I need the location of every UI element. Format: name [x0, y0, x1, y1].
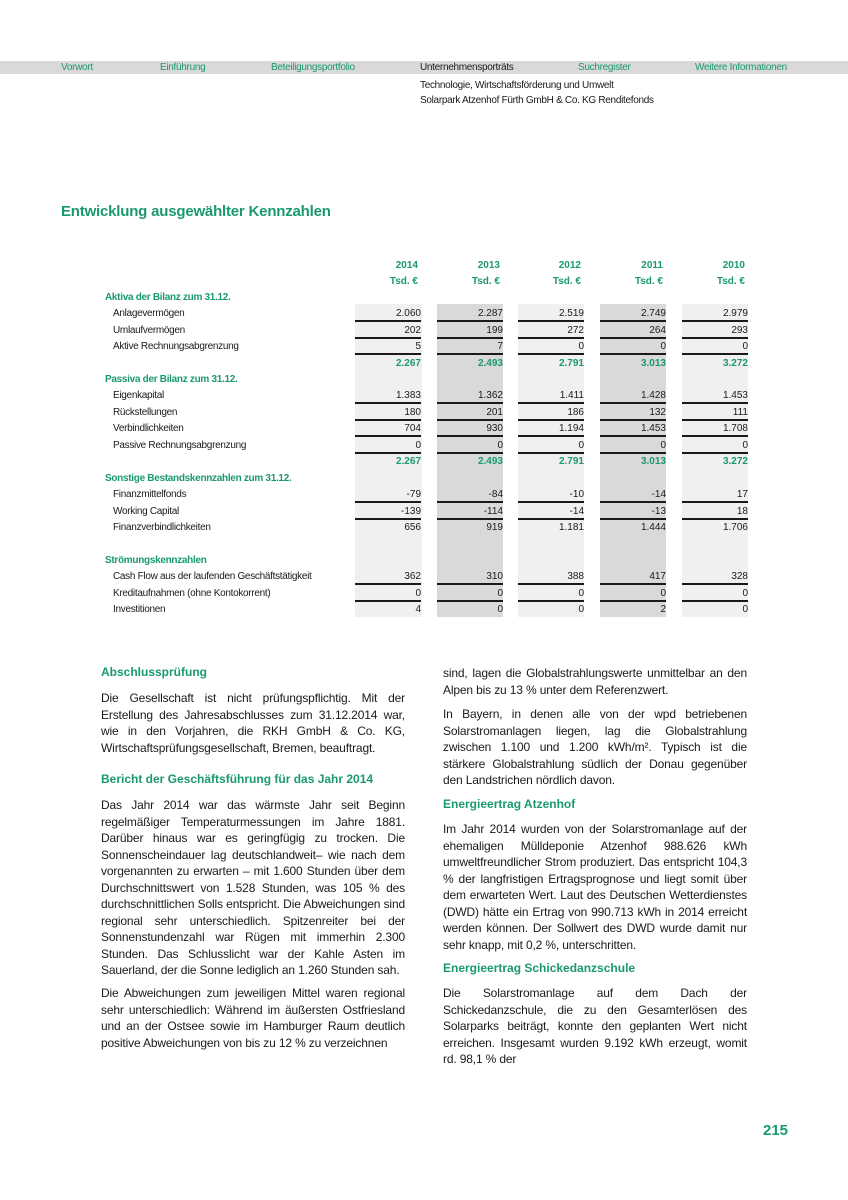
table-cell: 0: [682, 586, 748, 602]
row-label: Cash Flow aus der laufenden Geschäftstätigkeit: [113, 571, 312, 582]
year-header: 2014: [395, 260, 418, 271]
nav-item-einfuehrung[interactable]: Einführung: [160, 62, 206, 73]
breadcrumb-company: Solarpark Atzenhof Fürth GmbH & Co. KG Renditefonds: [420, 95, 654, 106]
row-label: Finanzmittelfonds: [113, 489, 187, 500]
row-label: Finanzverbindlichkeiten: [113, 522, 211, 533]
table-cell: -14: [600, 487, 666, 503]
year-header: 2013: [477, 260, 500, 271]
table-cell: 17: [682, 487, 748, 503]
year-header: 2012: [558, 260, 581, 271]
table-cell: -84: [437, 487, 503, 503]
nav-item-suchregister[interactable]: Suchregister: [578, 62, 631, 73]
table-cell: 2.979: [682, 306, 748, 322]
paragraph-bericht-2: Die Abweichungen zum jeweiligen Mittel waren regional sehr unterschiedlich: Während im äußersten Ostfriesland und an der Ostsee sowie im Hamburger Raum deutlich positive Abweichungen von bis zu 12 % zu verzeichnen: [101, 986, 405, 1050]
row-label: Investitionen: [113, 604, 166, 615]
table-cell: 1.383: [355, 388, 421, 404]
table-cell: 0: [578, 604, 584, 615]
row-label: Working Capital: [113, 505, 179, 517]
table-cell: 2.749: [600, 306, 666, 322]
breadcrumb-category: Technologie, Wirtschaftsförderung und Umwelt: [420, 80, 614, 91]
table-cell: 264: [600, 323, 666, 339]
table-cell: 388: [518, 569, 584, 585]
table-cell: 0: [682, 339, 748, 355]
section-title: Passiva der Bilanz zum 31.12.: [105, 374, 238, 385]
nav-item-weitere-informationen[interactable]: Weitere Informationen: [695, 62, 787, 73]
nav-item-beteiligungsportfolio[interactable]: Beteiligungsportfolio: [271, 62, 355, 73]
table-cell: 328: [682, 569, 748, 585]
table-cell: -10: [518, 487, 584, 503]
total-cell: 3.013: [640, 357, 666, 369]
table-cell: 0: [518, 339, 584, 355]
paragraph-energieertrag-atzenhof: Im Jahr 2014 wurden von der Solarstromanlage auf der ehemaligen Mülldeponie Atzenhof 988.626 kWh umweltfreundlicher Strom produziert. Das entspricht 104,3 % der langfristigen Ertragsprognose und liegt somit über dem erwarteten Wert. Laut des Deutschen Wetterdienstes (DWD) hätte ein Ertrag von 990.713 kWh in 2014 erreicht werden können. Der Sollwert des DWD wurde damit nur sehr knapp, mit 0,2 %, unterschritten.: [443, 822, 747, 952]
table-cell: 1.411: [518, 388, 584, 404]
row-label: Eigenkapital: [113, 390, 164, 401]
row-label: Aktive Rechnungsabgrenzung: [113, 341, 239, 352]
table-cell: 1.453: [600, 421, 666, 437]
table-cell: 201: [437, 405, 503, 421]
heading-bericht: Bericht der Geschäftsführung für das Jahr 2014: [101, 772, 374, 786]
row-label: Verbindlichkeiten: [113, 423, 184, 434]
heading-abschlusspruefung: Abschlussprüfung: [101, 665, 208, 679]
table-cell: 704: [355, 421, 421, 437]
table-cell: 111: [682, 405, 748, 421]
table-cell: 1.444: [640, 522, 666, 533]
table-cell: -14: [518, 504, 584, 520]
row-label: Umlaufvermögen: [113, 324, 185, 336]
table-cell: 1.194: [518, 421, 584, 437]
row-label: Passive Rechnungsabgrenzung: [113, 439, 247, 451]
unit-header: Tsd. €: [634, 276, 663, 287]
section-title: Strömungskennzahlen: [105, 555, 207, 566]
table-cell: 0: [355, 438, 421, 454]
table-cell: 199: [437, 323, 503, 339]
table-cell: 919: [486, 522, 503, 533]
table-cell: 186: [518, 405, 584, 421]
row-label: Anlagevermögen: [113, 308, 185, 319]
paragraph-bericht-1: Das Jahr 2014 war das wärmste Jahr seit Beginn regelmäßiger Temperaturmessungen im Jahre 1881. Darüber hinaus war es geringfügig zu trocken. Die Sonnenscheindauer lag deutschlandweit– wie nach dem vorgenannten zu erwarten – mit 1.600 Stunden über dem Durchschnittswert von 1.528 Stunden, was 105 % des durchschnittlichen Solls entspricht. Die Abweichungen sind regional sehr unterschiedlich. Spitzenreiter bei der Sonnenstundenzahl war Rügen mit immerhin 2.300 Stunden. Das Schlusslicht war der Kahle Asten im Sauerland, der die Sonne lediglich an 1.260 Stunden sah.: [101, 798, 405, 977]
table-cell: 0: [497, 604, 503, 615]
table-cell: 656: [404, 522, 421, 533]
table-cell: 0: [518, 438, 584, 454]
total-cell: 3.272: [722, 456, 748, 467]
table-cell: 2.060: [355, 306, 421, 322]
table-cell: 0: [518, 586, 584, 602]
table-cell: 272: [518, 323, 584, 339]
row-label: Rückstellungen: [113, 406, 178, 418]
nav-item-unternehmensportraets[interactable]: Unternehmensporträts: [420, 62, 514, 73]
paragraph-abschlusspruefung: Die Gesellschaft ist nicht prüfungspflichtig. Mit der Erstellung des Jahresabschlusses zum 31.12.2014 war, wie in den Vorjahren, die RKH GmbH & Co. KG, Wirtschaftsprüfungsgesellschaft, Bremen, beauftragt.: [101, 691, 405, 755]
heading-energieertrag-atzenhof: Energieertrag Atzenhof: [443, 797, 576, 811]
table-cell: -79: [355, 487, 421, 503]
section-title: Sonstige Bestandskennzahlen zum 31.12.: [105, 473, 292, 484]
table-cell: 7: [437, 339, 503, 355]
table-cell: 1.362: [437, 388, 503, 404]
table-cell: 5: [355, 339, 421, 355]
table-cell: 0: [437, 586, 503, 602]
unit-header: Tsd. €: [552, 276, 581, 287]
table-cell: 0: [437, 438, 503, 454]
table-cell: 0: [742, 604, 748, 615]
paragraph-globalstrahlung: sind, lagen die Globalstrahlungswerte unmittelbar an den Alpen bis zu 13 % unter dem Referenzwert.: [443, 666, 747, 697]
unit-header: Tsd. €: [389, 276, 418, 287]
table-cell: 417: [600, 569, 666, 585]
total-cell: 2.791: [558, 357, 584, 369]
unit-header: Tsd. €: [716, 276, 745, 287]
page-title: Entwicklung ausgewählter Kennzahlen: [61, 203, 331, 220]
paragraph-energieertrag-schickedanzschule: Die Solarstromanlage auf dem Dach der Schickedanzschule, die zu den Gesamterlösen des Solarparks beiträgt, konnte den geplanten Wert nicht erreichen. Insgesamt wurden 9.192 kWh erzeugt, womit rd. 98,1 % der: [443, 986, 747, 1066]
table-cell: 1.181: [558, 522, 584, 533]
top-navigation: [0, 61, 848, 74]
table-cell: 0: [600, 339, 666, 355]
total-cell: 2.267: [395, 357, 421, 369]
table-cell: 0: [682, 438, 748, 454]
table-cell: 1.428: [600, 388, 666, 404]
table-cell: 180: [355, 405, 421, 421]
total-cell: 2.791: [558, 456, 584, 467]
table-cell: 0: [355, 586, 421, 602]
table-cell: 202: [355, 323, 421, 339]
paragraph-bayern: In Bayern, in denen alle von der wpd betriebenen Solarstromanlagen liegen, lag die Globalstrahlung zwischen 1.100 und 1.200 kWh/m². Typisch ist die stärkere Globalstrahlung südlich der Donau gegenüber den Landstrichen nördlich davon.: [443, 707, 747, 787]
table-cell: 2.519: [518, 306, 584, 322]
year-header: 2011: [641, 260, 663, 271]
year-header: 2010: [722, 260, 745, 271]
table-cell: 293: [682, 323, 748, 339]
total-cell: 2.267: [395, 456, 421, 467]
table-cell: 930: [437, 421, 503, 437]
table-cell: 18: [682, 504, 748, 520]
total-cell: 3.272: [722, 357, 748, 369]
total-cell: 2.493: [477, 357, 503, 369]
table-cell: -114: [437, 504, 503, 520]
nav-item-vorwort[interactable]: Vorwort: [61, 62, 93, 73]
table-cell: 1.453: [682, 388, 748, 404]
table-cell: 0: [600, 438, 666, 454]
table-cell: 2.287: [437, 306, 503, 322]
section-title: Aktiva der Bilanz zum 31.12.: [105, 292, 231, 303]
table-cell: -13: [600, 504, 666, 520]
row-label: Kreditaufnahmen (ohne Kontokorrent): [113, 587, 271, 599]
heading-energieertrag-schickedanzschule: Energieertrag Schickedanzschule: [443, 961, 636, 975]
page-number: 215: [763, 1122, 789, 1139]
unit-header: Tsd. €: [471, 276, 500, 287]
table-cell: 0: [600, 586, 666, 602]
table-cell: 2: [660, 604, 666, 615]
total-cell: 3.013: [640, 456, 666, 467]
table-cell: 1.706: [722, 522, 748, 533]
table-cell: 362: [355, 569, 421, 585]
table-cell: 310: [437, 569, 503, 585]
table-cell: -139: [355, 504, 421, 520]
table-cell: 132: [600, 405, 666, 421]
table-cell: 1.708: [682, 421, 748, 437]
total-cell: 2.493: [477, 456, 503, 467]
table-cell: 4: [415, 604, 421, 615]
